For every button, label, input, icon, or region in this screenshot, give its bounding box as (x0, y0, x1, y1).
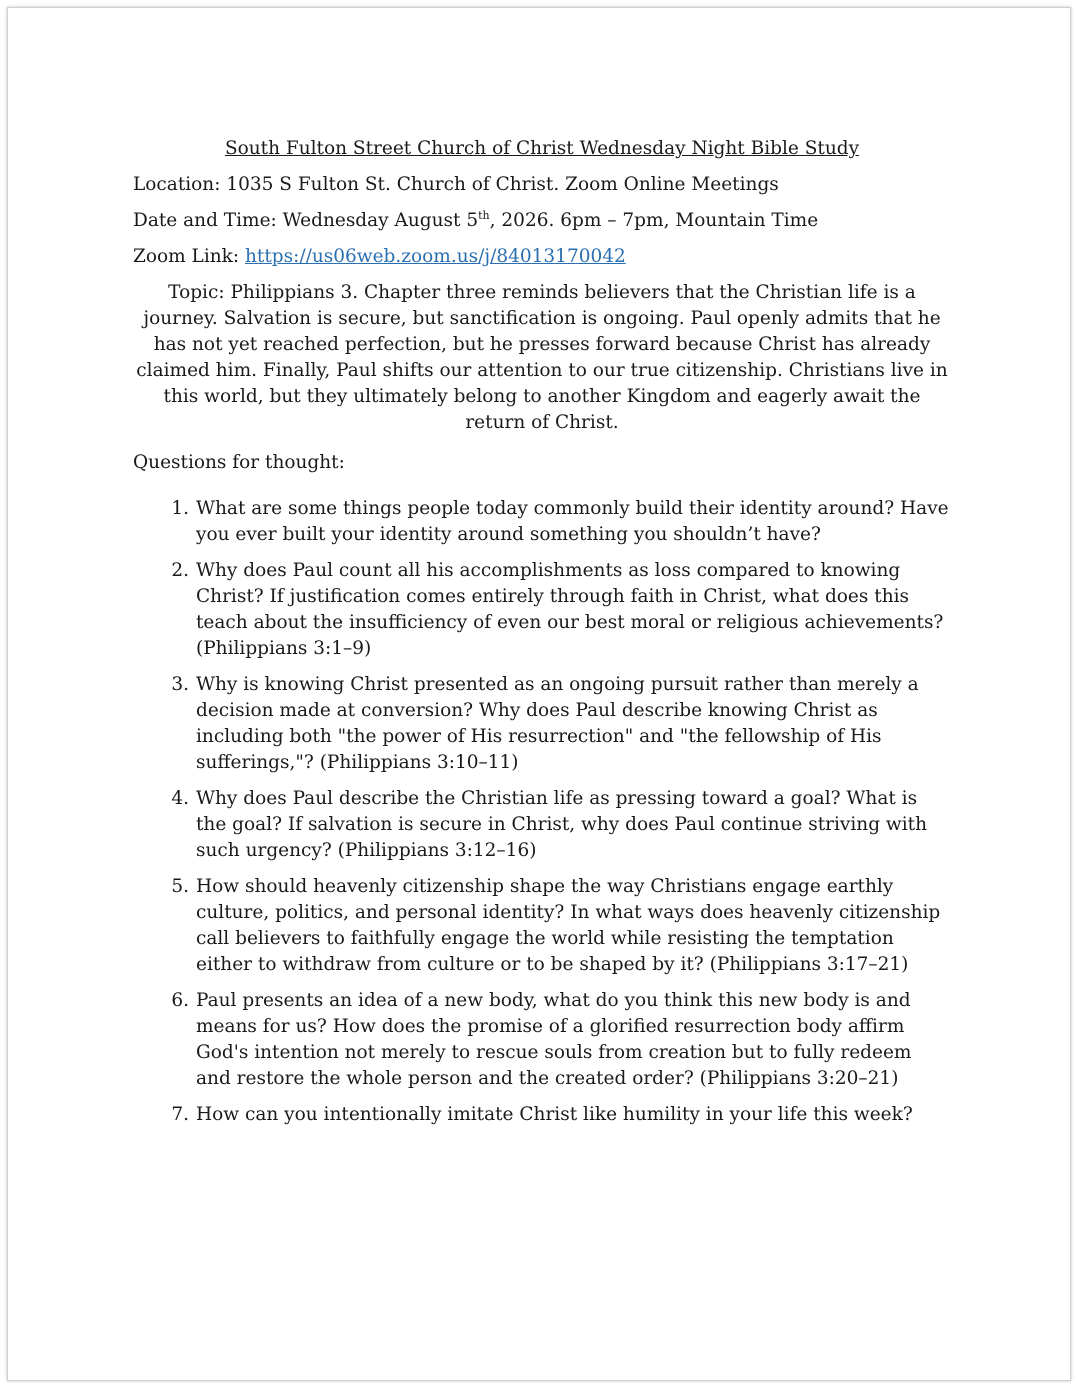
question-text: Paul presents an idea of a new body, what do you think this new body is and means for us? How does the promise of a glorified resurrection body affirm God's intention not merely to rescue souls from creation but to fully redeem and restore the whole person and the created order? (Philippians 3:20–21) (196, 990, 912, 1089)
question-text: What are some things people today commonly build their identity around? Have you ever built your identity around something you shouldn’t have? (196, 498, 949, 545)
document-content (133, 136, 951, 1138)
question-text: Why is knowing Christ presented as an ongoing pursuit rather than merely a decision made at conversion? Why does Paul describe knowing Christ as including both "the power of His resurrection" and "the fellowship of His sufferings,"? (Philippians 3:10–11) (196, 674, 919, 773)
question-number: 7. (171, 1104, 189, 1125)
question-number: 3. (171, 674, 189, 695)
document-page (7, 7, 1071, 1381)
question-item (133, 672, 951, 776)
question-item (133, 786, 951, 864)
date-suffix: , 2026. 6pm – 7pm, Mountain Time (489, 210, 819, 231)
zoom-line (133, 244, 951, 270)
question-item (133, 874, 951, 978)
document-title: South Fulton Street Church of Christ Wednesday Night Bible Study (224, 138, 860, 159)
question-number: 6. (171, 990, 189, 1011)
question-item (133, 988, 951, 1092)
question-item (133, 558, 951, 662)
question-number: 2. (171, 560, 189, 581)
questions-heading: Questions for thought: (133, 452, 345, 473)
questions-list (133, 496, 951, 1128)
date-superscript: th (478, 208, 490, 222)
zoom-link[interactable]: https://us06web.zoom.us/j/84013170042 (245, 246, 626, 267)
topic-paragraph: Topic: Philippians 3. Chapter three reminds believers that the Christian life is a journey. Salvation is secure, but sanctification is ongoing. Paul openly admits that he has not yet reached perfection, but he presses forward because Christ has already claimed him. Finally, Paul shifts our attention to our true citizenship. Christians live in this world, but they ultimately belong to another Kingdom and eagerly await the return of Christ. (136, 282, 948, 433)
question-number: 4. (171, 788, 189, 809)
location-line: Location: 1035 S Fulton St. Church of Christ. Zoom Online Meetings (133, 174, 779, 195)
date-prefix: Date and Time: Wednesday August 5 (133, 210, 479, 231)
question-number: 5. (171, 876, 189, 897)
question-number: 1. (171, 498, 189, 519)
question-text: Why does Paul count all his accomplishments as loss compared to knowing Christ? If justification comes entirely through faith in Christ, what does this teach about the insufficiency of even our best moral or religious achievements? (Philippians 3:1–9) (196, 560, 944, 659)
zoom-label: Zoom Link: (133, 246, 245, 267)
question-text: How should heavenly citizenship shape the way Christians engage earthly culture, politics, and personal identity? In what ways does heavenly citizenship call believers to faithfully engage the world while resisting the temptation either to withdraw from culture or to be shaped by it? (Philippians 3:17–21) (196, 876, 941, 975)
date-time-line (133, 208, 951, 234)
question-text: Why does Paul describe the Christian life as pressing toward a goal? What is the goal? If salvation is secure in Christ, why does Paul continue striving with such urgency? (Philippians 3:12–16) (196, 788, 928, 861)
question-item (133, 1102, 951, 1128)
question-item (133, 496, 951, 548)
question-text: How can you intentionally imitate Christ like humility in your life this week? (196, 1104, 913, 1125)
